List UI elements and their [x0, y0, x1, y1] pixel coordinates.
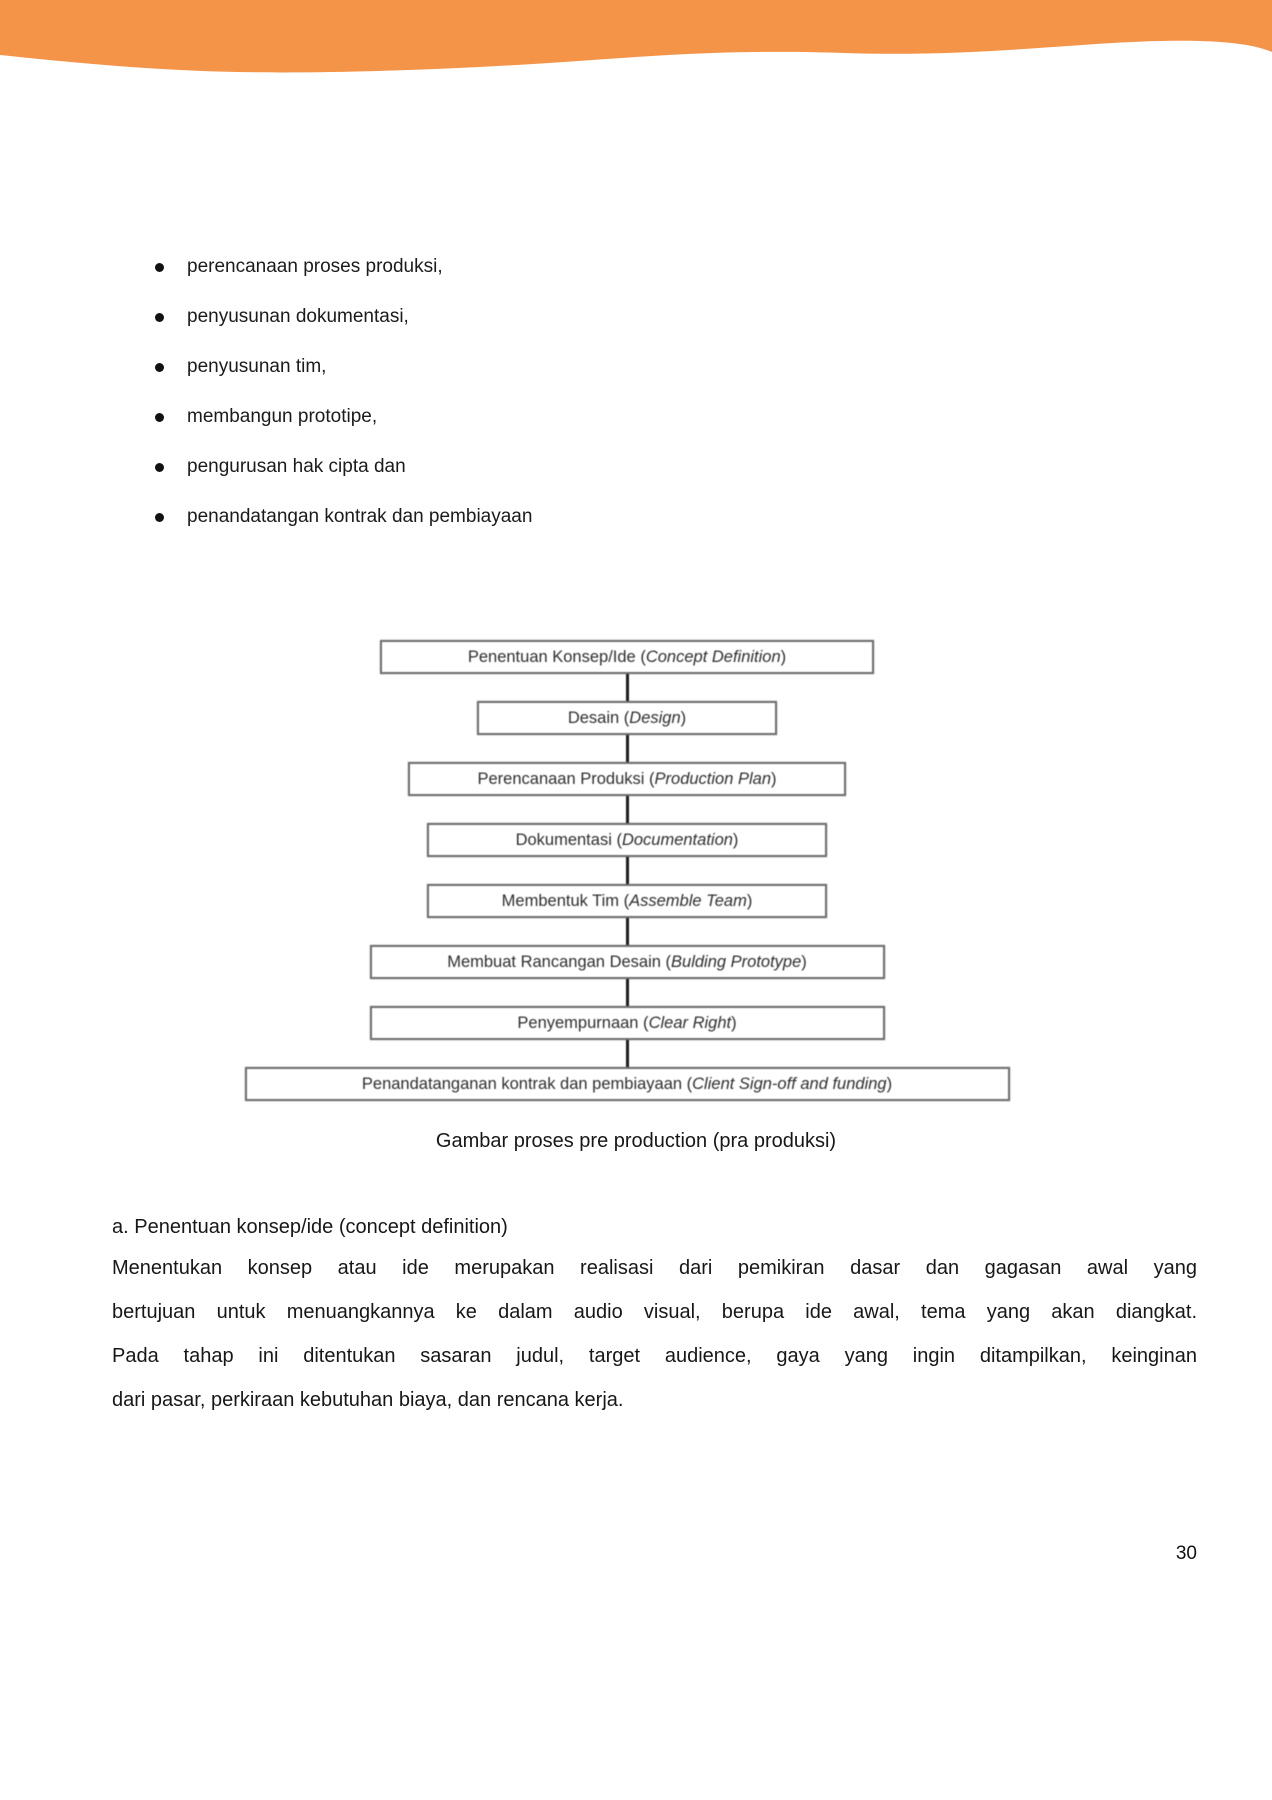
bullet-text: penyusunan dokumentasi,	[187, 306, 409, 327]
step-english-label: Concept Definition	[645, 647, 781, 666]
flowchart-step	[370, 945, 885, 979]
bullet-text: membangun prototipe,	[187, 406, 378, 427]
step-label-close: )	[771, 769, 777, 788]
bullet-text: perencanaan proses produksi,	[187, 256, 443, 277]
bullet-text: penandatangan kontrak dan pembiayaan	[187, 506, 533, 527]
step-english-label: Design	[629, 708, 681, 727]
step-label: Penyempurnaan (	[517, 1013, 649, 1032]
paragraph-line: Pada tahap ini ditentukan sasaran judul, target audience, gaya yang ingin ditampilkan, keinginan	[112, 1345, 1197, 1367]
section-heading: a. Penentuan konsep/ide (concept definition)	[112, 1216, 508, 1238]
flowchart-step	[477, 701, 777, 735]
step-label-close: )	[886, 1074, 893, 1093]
step-english-label: Documentation	[621, 830, 733, 849]
flowchart-step	[380, 640, 874, 674]
bullet-dot-icon	[155, 263, 164, 272]
bullet-dot-icon	[155, 363, 164, 372]
bullet-dot-icon	[155, 313, 164, 322]
step-label: Membuat Rancangan Desain (	[447, 952, 672, 971]
bullet-item	[155, 292, 532, 342]
step-label: Penandatanganan kontrak dan pembiayaan (	[361, 1074, 693, 1093]
step-english-label: Assemble Team	[629, 891, 747, 910]
paragraph-line: Menentukan konsep atau ide merupakan realisasi dari pemikiran dasar dan gagasan awal yang	[112, 1257, 1197, 1279]
step-label-close: )	[680, 708, 687, 727]
paragraph-line: dari pasar, perkiraan kebutuhan biaya, dan rencana kerja.	[112, 1389, 624, 1411]
step-label-close: )	[732, 830, 739, 849]
step-label-close: )	[731, 1013, 737, 1032]
step-label: Perencanaan Produksi (	[477, 769, 655, 788]
step-english-label: Clear Right	[648, 1013, 732, 1032]
step-label: Membentuk Tim (	[501, 891, 630, 910]
step-label-close: )	[801, 952, 807, 971]
step-english-label: Production Plan	[654, 769, 772, 788]
bullet-item	[155, 492, 532, 542]
bullet-dot-icon	[155, 513, 164, 522]
flowchart-step	[370, 1006, 885, 1040]
flowchart-step	[427, 823, 827, 857]
step-label-close: )	[780, 647, 787, 666]
step-english-label: Client Sign-off and funding	[692, 1074, 887, 1093]
header-wave-banner	[0, 0, 1272, 80]
bullet-text: pengurusan hak cipta dan	[187, 456, 406, 477]
page-number: 30	[1175, 1543, 1197, 1564]
bullet-item	[155, 392, 532, 442]
bullet-item	[155, 342, 532, 392]
bullet-text: penyusunan tim,	[187, 356, 327, 377]
step-label: Dokumentasi (	[515, 830, 622, 849]
figure-caption: Gambar proses pre production (pra produksi)	[435, 1130, 837, 1152]
flowchart-step	[408, 762, 846, 796]
bullet-item	[155, 242, 532, 292]
paragraph-line: bertujuan untuk menuangkannya ke dalam audio visual, berupa ide awal, tema yang akan diangkat.	[112, 1301, 1197, 1323]
bullet-dot-icon	[155, 463, 164, 472]
bullet-item	[155, 442, 532, 492]
bullet-dot-icon	[155, 413, 164, 422]
flowchart-step	[427, 884, 827, 918]
step-english-label: Bulding Prototype	[671, 952, 802, 971]
step-label: Penentuan Konsep/Ide (	[467, 647, 646, 666]
bullet-list	[155, 242, 532, 542]
section-paragraph	[112, 1246, 1197, 1422]
header-wave-shape	[0, 0, 1272, 72]
flowchart-steps	[0, 640, 1263, 1101]
pre-production-flowchart	[0, 640, 1263, 1128]
step-label: Desain (	[567, 708, 630, 727]
flowchart-step	[245, 1067, 1010, 1101]
step-label-close: )	[746, 891, 753, 910]
